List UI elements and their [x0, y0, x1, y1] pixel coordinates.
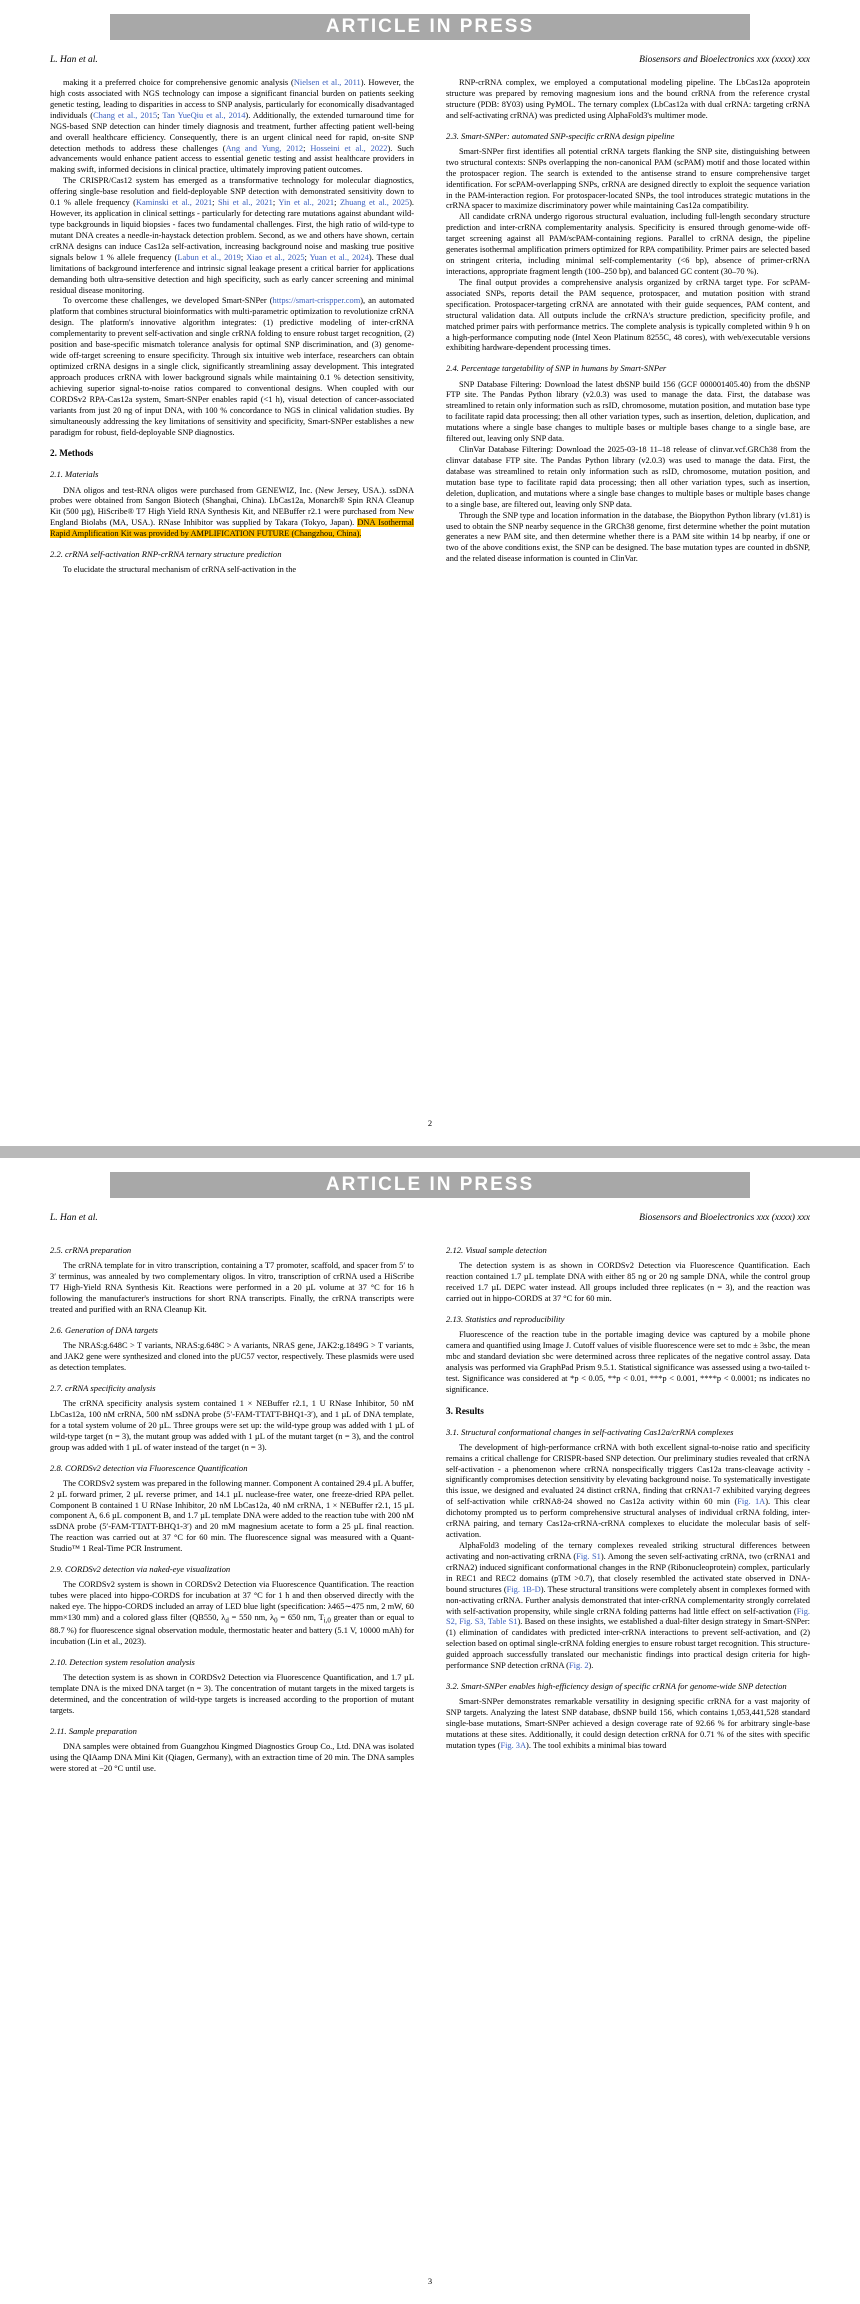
citation-link[interactable]: Shi et al., 2021 [218, 198, 273, 208]
subsection-heading: 2.9. CORDSv2 detection via naked-eye visualization [50, 1564, 231, 1575]
citation-link[interactable]: https://smart-crispper.com [272, 296, 361, 306]
body-paragraph: The NRAS:g.648C > T variants, NRAS:g.648C > A variants, NRAS gene, JAK2:g.1849G > T variants, and JAK2 gene were synthesized and cloned into the pUC57 vector, respectively. These plasmids were used as detection templates. [50, 1340, 414, 1372]
subsection-heading: 2.4. Percentage targetability of SNP in humans by Smart-SNPer [446, 363, 667, 374]
citation-link[interactable]: Tan YueQiu et al., 2014 [162, 110, 246, 120]
body-paragraph: The crRNA template for in vitro transcription, containing a T7 promoter, scaffold, and spacer from 5′ to 3′ terminus, was annealed by two complementary oligos. In vitro, transcription of crRNA used a HiScribe T7 High-Yield RNA Synthesis Kit. Reactions were performed in a 20 µL volume at 37 °C for 16 h following the manufacturer's instructions for short RNA transcripts. Finally, the crRNA transcripts were treated and purified with an RNA Cleanup Kit. [50, 1261, 414, 1314]
page-1-columns [50, 78, 810, 1098]
subsection-heading: 3.2. Smart-SNPer enables high-efficiency design of specific crRNA for genome-wide SNP detection [446, 1681, 787, 1692]
body-paragraph: To overcome these challenges, we developed Smart-SNPer (https://smart-crispper.com), an automated platform that combines structural bioinformatics with multi-parametric optimization to revolutionize crRNA design. The platform's innovative algorithm integrates: (1) predictive modeling of inter-crRNA complementarity to prevent self-activation and single crRNA folding to ensure robust target recognition, (2) position and base-specific mismatch tolerance analysis for optimal SNP discrimination, and (3) genome-wide off-target screening to ensure specificity. Through six intuitive web interface, researchers can obtain optimized crRNA designs in a single click, significantly streamlining assay development. This integrated approach produces crRNA with lower background signals while maintaining 0.1 % detection sensitivity, achieving superior signal-to-noise ratios compared to conventional designs. When coupled with our CORDSv2 RPA-Cas12a system, Smart-SNPer enables rapid (<1 h), visual detection of cancer-associated variants from just 20 ng of input DNA, with 100 % concordance to NGS in clinical validation studies. By simultaneously addressing the key limitations of sensitivity and specificity, Smart-SNPer establishes a new paradigm for robust, field-deployable SNP diagnostics. [50, 296, 415, 437]
body-paragraph: The CORDSv2 system was prepared in the following manner. Component A contained 29.4 µL A buffer, 2 µL forward primer, 2 µL reverse primer, and 14.1 µL nuclease-free water, one freeze-dried RPA pellet. Component B contained 1 U RNase Inhibitor, 20 nM LbCas12a, 40 nM crRNA, 1 × NEBuffer r2.1, 15 µL component A, 6.6 µL component B, and 1.7 µL template DNA were added to the reaction tube with 200 nM ssDNA probe (5′-FAM-TTATT-BHQ1-3′) and 20 mM magnesium acetate to form a 25 µL final reaction. The reaction was carried out at 37 °C for 60 min. The fluorescence signal was measured with a Quant-Studio™ 1 Real-Time PCR Instrument. [50, 1478, 414, 1554]
citation-link[interactable]: Yuan et al., 2024 [309, 252, 369, 262]
page-number: 2 [427, 1118, 433, 1128]
body-paragraph: The detection system is as shown in CORDSv2 Detection via Fluorescence Quantification, and 1.7 µL template DNA is the mixed DNA target (n = 3). The concentration of mutant targets in the mixed targets is determined, and the concentration of wild-type targets is increased according to the proportion of mutant targets. [50, 1672, 414, 1715]
body-paragraph: The CORDSv2 system is shown in CORDSv2 Detection via Fluorescence Quantification. The reaction tubes were placed into hippo-CORDS for incubation at 37 °C for 1 h and then observed directly with the naked eye. The hippo-CORDS included an array of LED blue light (specification: λ465∼475 nm, 2 mW, 60 mm×130 mm) and a colored glass filter (QB550, $\lambda_d = 550$ nm, $\lambda_0 = 650$ nm, $T_{i,0}$ greater than or equal to 88.7 %) for fluorescence signal observation module, thermostatic heater and battery (5.1 V, 10000 mAh) for incubation (Lin et al., 2023). [50, 1580, 414, 1646]
citation-link[interactable]: Chang et al., 2015 [93, 110, 158, 120]
section-heading: 2. Methods [50, 448, 94, 459]
page-1-left-column [50, 78, 414, 576]
body-paragraph: The CRISPR/Cas12 system has emerged as a transformative technology for molecular diagnostics, offering single-base resolution and field-deployable SNP detection with demonstrated sensitivity down to 0.1 % allele frequency (Kaminski et al., 2021; Shi et al., 2021; Yin et al., 2021; Zhuang et al., 2025). However, its application in clinical settings - particularly for detecting rare mutations against abundant wild-type backgrounds in liquid biopsies - faces two fundamental challenges. First, the high ratio of wild-type to mutant DNA creates a needle-in-haystack detection problem. Second, as we and others have shown, certain crRNA designs can induce Cas12a self-activation, increasing background noise and masking true positive signals below 1 % allele frequency (Labun et al., 2019; Xiao et al., 2025; Yuan et al., 2024). These dual limitations of background interference and intrinsic signal leakage present a critical barrier for applications demanding both ultra-sensitive detection and high specificity, such as early cancer screening and minimal residual disease monitoring. [50, 176, 415, 295]
running-head-authors: L. Han et al. [50, 55, 98, 65]
citation-link[interactable]: Fig. S2, Fig. S3, Table S1 [446, 1606, 810, 1627]
page-2 [0, 1158, 860, 2304]
subsection-heading: 2.1. Materials [50, 469, 99, 480]
page-1-right-column [446, 78, 810, 565]
citation-link[interactable]: Fig. 3A [500, 1740, 527, 1750]
body-paragraph: The crRNA specificity analysis system contained 1 × NEBuffer r2.1, 1 U RNase Inhibitor, 50 nM LbCas12a, 100 nM crRNA, 500 nM ssDNA probe (5′-FAM-TTATT-BHQ1-3′), and 1 µL of DNA template, for a total system volume of 20 µL. Three groups were set up: the wild-type group was added with 1 µL of wild-type target (n = 3), the mutant group was added with 1 µL of the mutant target (n = 3), and the control group was added with 1 µL of water instead of the target (n = 3). [50, 1398, 414, 1452]
citation-link[interactable]: Nielsen et al., 2011 [293, 78, 361, 87]
citation-link[interactable]: Ang and Yung, 2012 [225, 143, 304, 153]
body-paragraph: DNA samples were obtained from Guangzhou Kingmed Diagnostics Group Co., Ltd. DNA was isolated using the QIAamp DNA Mini Kit (Qiagen, Germany), with an extraction time of 20 min. The DNA samples were stored at −20 °C until use. [50, 1741, 414, 1773]
subsection-heading: 2.3. Smart-SNPer: automated SNP-specific crRNA design pipeline [446, 130, 675, 141]
running-head-journal: Biosensors and Bioelectronics xxx (xxxx) xxx [639, 1213, 810, 1223]
highlighted-text: DNA Isothermal Rapid Amplification Kit was provided by AMPLIFICATION FUTURE (Changzhou, China). [50, 518, 414, 539]
subsection-heading: 2.10. Detection system resolution analysis [50, 1656, 195, 1667]
subsection-heading: 2.8. CORDSv2 detection via Fluorescence Quantification [50, 1462, 248, 1473]
body-paragraph: Through the SNP type and location information in the database, the Biopython Python library (v1.81) is used to obtain the SNP nearby sequence in the GRCh38 genome, first determine whether the point mutation generates a new PAM site, and then determine whether there is a PAM site within 14 bp nearby, if one or two of the above conditions exist, the SNP can be designed. The base mutation types are counted in dbSNP, and the related disease information is counted in ClinVar. [446, 510, 810, 564]
article-in-press-banner: ARTICLE IN PRESS [110, 1172, 750, 1198]
subsection-heading: 2.7. crRNA specificity analysis [50, 1382, 156, 1393]
body-paragraph: To elucidate the structural mechanism of crRNA self-activation in the [63, 565, 297, 575]
body-paragraph: RNP-crRNA complex, we employed a computational modeling pipeline. The LbCas12a apoprotein structure was prepared by removing magnesium ions and the bound crRNA from the reference crystal structure (PDB: 8Y03) using PyMOL. The ternary complex (LbCas12a with dual crRNA: targeting crRNA and self-activating crRNA) was predicted using AlphaFold3's multimer mode. [446, 78, 810, 120]
citation-link[interactable]: Fig. 1B-D [506, 1584, 541, 1594]
running-head-authors: L. Han et al. [50, 1213, 98, 1223]
citation-link[interactable]: Kaminski et al., 2021 [135, 198, 213, 208]
body-paragraph: The detection system is as shown in CORDSv2 Detection via Fluorescence Quantification. Each reaction contained 1.7 µL template DNA with either 85 ng or 20 ng sample DNA, while the control group received 1.7 µL DEPC water instead. All groups included three replicates (n = 3), and the reaction was carried out in hippo-CORDS at 37 °C for 60 min. [446, 1261, 810, 1303]
body-paragraph: AlphaFold3 modeling of the ternary complexes revealed striking structural differences between activating and non-activating crRNA (Fig. S1). Among the seven self-activating crRNA, two (crRNA1 and crRNA2) induced significant conformational changes in the RNP (Ribonucleoprotein) complex, particularly in REC1 and REC2 domains (pTM >0.7), that closely resembled the activated state observed in DNA-bound structures (Fig. 1B-D). These structural transitions were completely absent in complexes formed with non-activating crRNA. Further analysis demonstrated that inter-crRNA complementarity strongly correlated with self-activation propensity, while single crRNA folding patterns had little effect on self-activation (Fig. S2, Fig. S3, Table S1). Based on these insights, we established a dual-filter design strategy in Smart-SNPer: (1) elimination of candidates with predicted inter-crRNA interactions to prevent self-activation, and (2) selection based on optimal single-crRNA folding energies to ensure robust target recognition. This structure-guided approach successfully translated our mechanistic findings into practical design criteria for high-performance SNP detection crRNA (Fig. 2). [446, 1540, 810, 1671]
citation-link[interactable]: Zhuang et al., 2025 [339, 198, 410, 208]
body-paragraph: DNA oligos and test-RNA oligos were purchased from GENEWIZ, Inc. (New Jersey, USA.). ssDNA probes were obtained from Sangon Biotech (Shanghai, China). LbCas12a, Monarch® Spin RNA Cleanup Kit (500 µg), HiScribe® T7 High Yield RNA Synthesis Kit, and NEBuffer r2.1 were purchased from New England Biolabs (MA, USA.). RNase Inhibitor was supplied by Takara (Tokyo, Japan). DNA Isothermal Rapid Amplification Kit was provided by AMPLIFICATION FUTURE (Changzhou, China). [50, 485, 414, 539]
body-paragraph: Fluorescence of the reaction tube in the portable imaging device was captured by a mobile phone camera and quantified using Image J. Cutoff values of visible fluorescence were set to mdc ± 3sbc, the mean mbc and standard deviation sbc were determined across three replicates of the negative control assay. Data analysis was performed via GraphPad Prism 9.5.1. Statistical significance was assessed using a two-tailed t-test. Significance was considered at *p < 0.05, **p < 0.01, ***p < 0.001, ****p < 0.0001; ns indicates no significance. [446, 1330, 810, 1394]
body-paragraph: ClinVar Database Filtering: Download the 2025-03-18 11–18 release of clinvar.vcf.GRCh38 from the clinvar database FTP site. The Pandas Python library (v2.0.3) was used to manage the data. First, the database was streamlined to retain only information such as rsID, chromosome, mutation position, and mutation base type to facilitate rapid data processing; then all other variation types, such as insertion, deletion, duplication, and mutations where a single base changes to multiple bases or multiple bases change to a single base, are filtered out, leaving only SNP data. [446, 445, 810, 509]
body-paragraph: Smart-SNPer demonstrates remarkable versatility in designing specific crRNA for a vast majority of SNP targets. Analyzing the latest SNP database, dbSNP build 156, which contains 1,053,441,528 standard single-base mutations, Smart-SNPer achieved a design coverage rate of 92.66 % for arbitrary single-base mutations at these sites. Additionally, it could design detection crRNA for 0.71 % of the sites with specific mutation types (Fig. 3A). The tool exhibits a minimal bias toward [446, 1697, 810, 1750]
subsection-heading: 3.1. Structural conformational changes in self-activating Cas12a/crRNA complexes [446, 1426, 734, 1437]
subsection-heading: 2.12. Visual sample detection [446, 1245, 547, 1255]
page-number: 3 [427, 2276, 433, 2286]
section-heading: 3. Results [446, 1405, 484, 1416]
body-paragraph: The development of high-performance crRNA with both excellent signal-to-noise ratio and specificity remains a critical challenge for CRISPR-based SNP detection. Our preliminary studies revealed that crRNA self-activation - a phenomenon where crRNA nonspecifically triggers Cas12a trans-cleavage activity - significantly compromises detection sensitivity by elevating background noise. To systematically investigate this issue, we designed and evaluated 24 distinct crRNA, finding that crRNA1-7 exhibited varying degrees of self-activation while crRNA8-24 showed no Cas12a activity within 60 min (Fig. 1A). This clear dichotomy prompted us to perform comprehensive structural analyses of individual crRNA folding, inter-crRNA pairing, and ternary Cas12a-crRNA-crRNA complexes to elucidate the molecular basis of self-activation. [446, 1442, 810, 1540]
article-in-press-banner: ARTICLE IN PRESS [110, 14, 750, 40]
subsection-heading: 2.2. crRNA self-activation RNP-crRNA ternary structure prediction [50, 549, 282, 560]
body-paragraph: All candidate crRNA undergo rigorous structural evaluation, including full-length secondary structure prediction and inter-crRNA complementarity analysis. Specificity is ensured through genome-wide off-target screening against all PAM/scPAM-containing regions. Parallel to crRNA design, the pipeline generates isothermal amplification primers optimized for RPA compatibility. Primer pairs are selected based on stringent criteria, including minimal self-complementarity (<6 bp), absence of primer-crRNA interactions, appropriate fragment length (100–250 bp), and balanced GC content (30–70 %). [446, 212, 810, 276]
page-2-right-column [446, 1236, 810, 1752]
page-2-columns [50, 1236, 810, 2256]
body-paragraph: Smart-SNPer first identifies all potential crRNA targets flanking the SNP site, distinguishing between two structural contexts: SNPs overlapping the non-canonical PAM (scPAM) motif and those located within the protospacer region. The search is extended to the antisense strand to ensure comprehensive target identification. For scPAM-overlapping SNPs, crRNA are designed directly to exploit the sequence variation in the PAM-interaction region. For protospacer-located SNPs, the tool introduces strategic mutations in the crRNA spacer to maximize discriminatory power while maintaining Cas12a compatibility. [446, 146, 810, 211]
page-2-left-column [50, 1236, 414, 1774]
citation-link[interactable]: Xiao et al., 2025 [246, 252, 305, 262]
body-paragraph: The final output provides a comprehensive analysis organized by crRNA target type. For scPAM-associated SNPs, reports detail the PAM sequence, protospacer, and mutation position with strand specification. Protospacer-targeting crRNA are annotated with their guide sequences, PAM content, and structural validation data. All outputs include the crRNA's structure prediction, specificity profile, and matched primer pairs with performance metrics. The complete analysis is typically completed within 9 h on a high-performance computing node (Intel Xeon Platinum 8255C, 48 cores), with web/executable versions exhibiting hardware-dependent processing times. [446, 277, 810, 353]
page-separator [0, 1146, 860, 1158]
body-paragraph: SNP Database Filtering: Download the latest dbSNP build 156 (GCF 000001405.40) from the dbSNP FTP site. The Pandas Python library (v2.0.3) was used to manage the data. First, the database was streamlined to retain only information such as rsID, chromosome, mutation position, and mutation base type to facilitate rapid data processing; then all other variation types, such as insertion, deletion, duplication, and mutations where a single base changes to multiple bases or multiple bases change to a single base, are filtered out, leaving only SNP data. [446, 379, 810, 444]
citation-link[interactable]: Labun et al., 2019 [177, 252, 241, 262]
subsection-heading: 2.6. Generation of DNA targets [50, 1324, 158, 1335]
citation-link[interactable]: Fig. 1A [737, 1497, 766, 1507]
subsection-heading: 2.11. Sample preparation [50, 1725, 137, 1736]
page-1 [0, 0, 860, 1146]
citation-link[interactable]: Yin et al., 2021 [278, 198, 335, 208]
running-head-journal: Biosensors and Bioelectronics xxx (xxxx) xxx [639, 55, 810, 65]
citation-link[interactable]: Hosseini et al., 2022 [310, 143, 388, 153]
subsection-heading: 2.5. crRNA preparation [50, 1245, 132, 1255]
running-head [50, 1213, 810, 1223]
citation-link[interactable]: Fig. 2 [568, 1661, 589, 1671]
body-paragraph: making it a preferred choice for comprehensive genomic analysis (Nielsen et al., 2011). However, the high costs associated with NGS technology can impose a significant financial burden on patients seeking genetic testing, leading to disparities in access to SNP analysis, particularly for economically disadvantaged individuals (Chang et al., 2015; Tan YueQiu et al., 2014). Additionally, the extended turnaround time for NGS-based SNP detection can hinder timely diagnosis and treatment, further affecting patient well-being and overall healthcare efficiency. Consequently, there is an urgent clinical need for rapid, on-site SNP detection methods to address these challenges (Ang and Yung, 2012; Hosseini et al., 2022). Such advancements would enhance patient access to essential genetic testing and assist healthcare providers in making swift, informed decisions in clinical practice, ultimately improving patient outcomes. [50, 78, 414, 175]
subsection-heading: 2.13. Statistics and reproducibility [446, 1313, 565, 1324]
running-head [50, 55, 810, 65]
citation-link[interactable]: Fig. S1 [576, 1551, 601, 1561]
